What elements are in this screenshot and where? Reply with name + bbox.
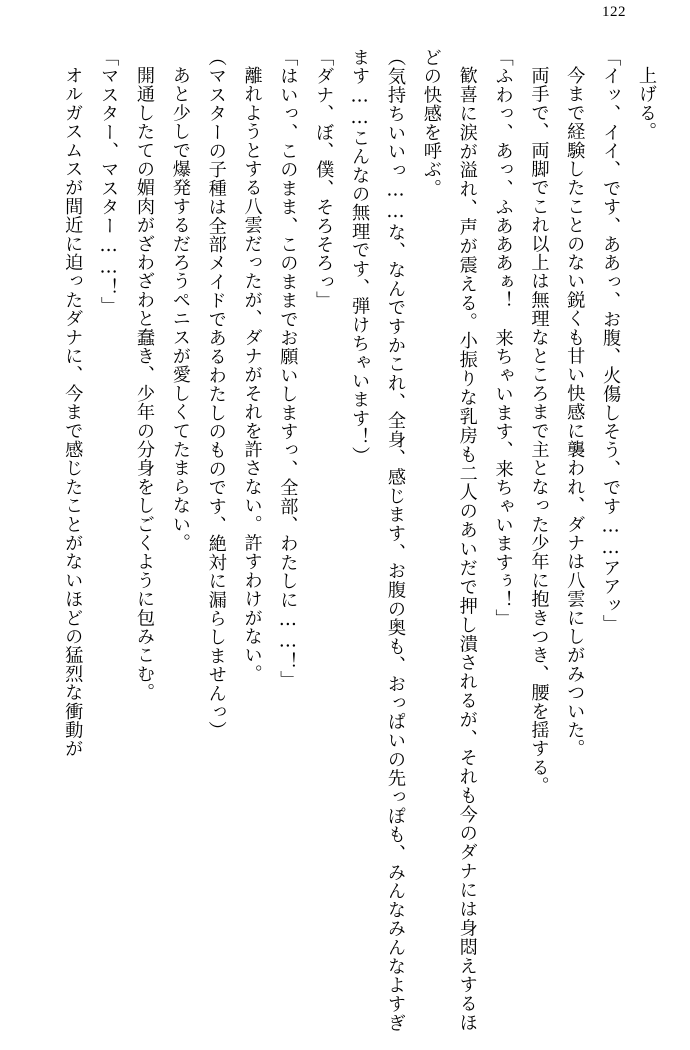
paragraph: 「はいっ、このまま、このままでお願いしますっ、全部、わたしに……！」 bbox=[277, 48, 299, 690]
page-body-text bbox=[26, 48, 664, 1032]
paragraph: 「ふわっ、あっ、ふあああぁ！ 来ちゃいます、来ちゃいますぅ！」 bbox=[492, 48, 514, 628]
paragraph: あと少しで爆発するだろうペニスが愛しくてたまらない。 bbox=[169, 66, 191, 553]
paragraph: （気持ちいいっ……な、なんですかこれ、全身、感じます、お腹の奥も、おっぱいの先っぽも、みんなみんなよすぎます……こんなの無理です、弾けちゃいます！） bbox=[349, 48, 406, 1032]
paragraph: 「イッ、イイ、です、ああっ、お腹、火傷しそう、です……アアッ」 bbox=[600, 48, 622, 634]
paragraph: 「マスター、マスター……！」 bbox=[98, 48, 120, 316]
paragraph: 歓喜に涙が溢れ、声が震える。小振りな乳房も二人のあいだで押し潰されるが、それも今のダナには身悶えするほどの快感を呼ぶ。 bbox=[420, 48, 478, 1032]
paragraph: 今まで経験したことのない鋭くも甘い快感に襲われ、ダナは八雲にしがみついた。 bbox=[564, 66, 586, 759]
paragraph: 上げる。 bbox=[636, 66, 657, 141]
paragraph: 「ダナ、ぼ、僕、そろそろっ」 bbox=[313, 48, 335, 310]
paragraph: オルガスムスが間近に迫ったダナに、今まで感じたことがないほどの猛烈な衝動が bbox=[62, 66, 84, 759]
page-number: 122 bbox=[602, 4, 626, 20]
paragraph: 開通したての媚肉がざわざわと蠢き、少年の分身をしごくように包みこむ。 bbox=[133, 66, 155, 702]
paragraph: 離れようとする八雲だったが、ダナがそれを許さない。許すわけがない。 bbox=[241, 66, 263, 684]
paragraph: （マスターの子種は全部メイドであるわたしのものです、絶対に漏らしませんっ） bbox=[205, 48, 227, 740]
paragraph: 両手で、両脚でこれ以上は無理なところまで主となった少年に抱きつき、腰を揺する。 bbox=[528, 66, 550, 796]
